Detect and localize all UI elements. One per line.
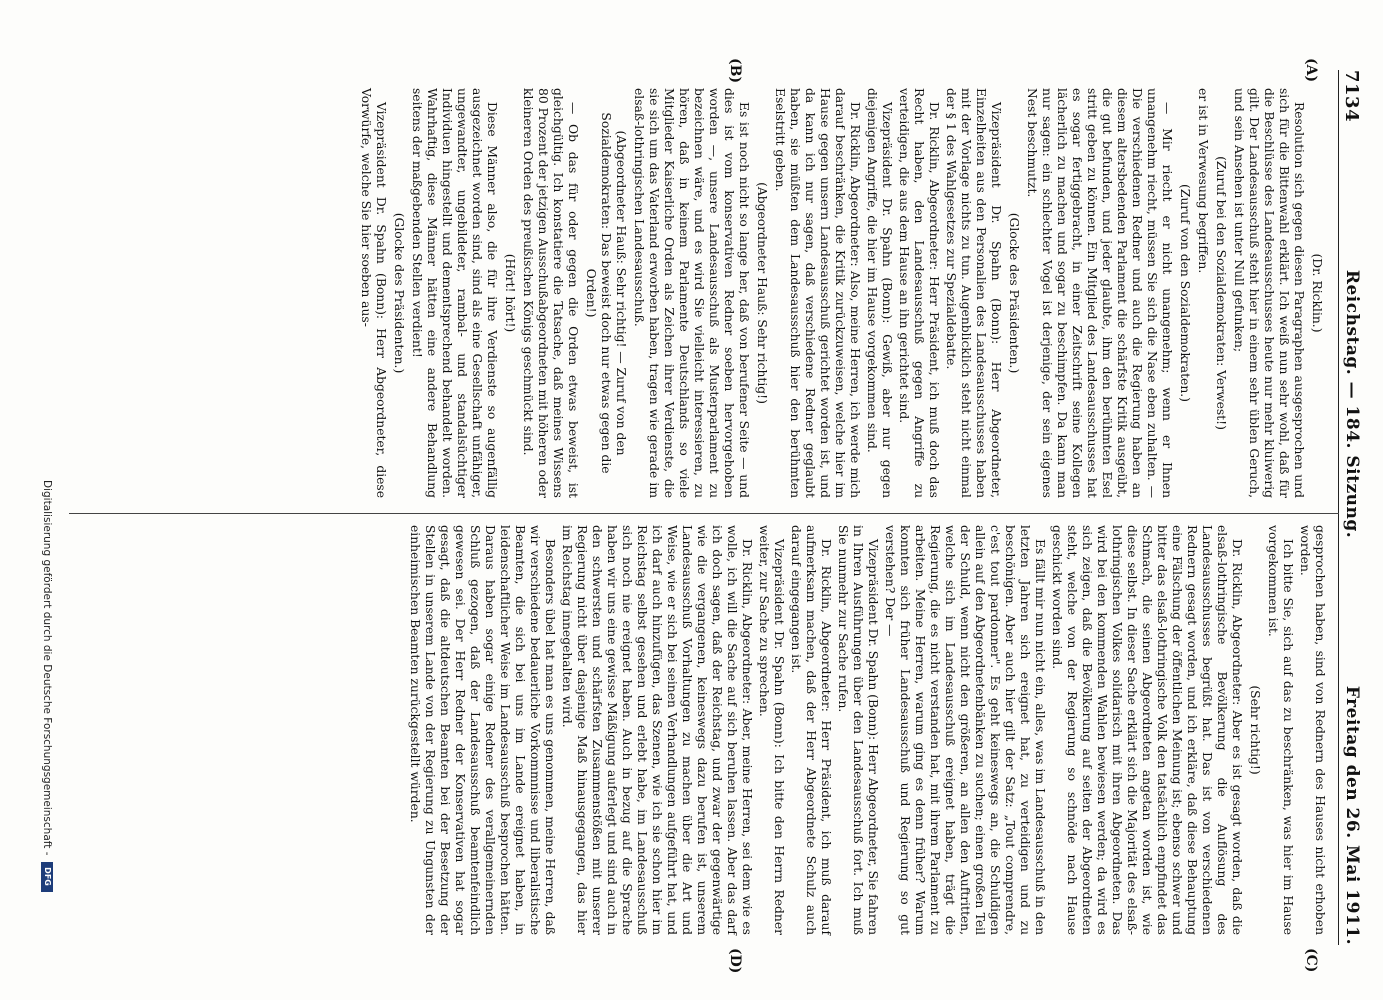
interjection-note: (Hört! hört!) [503,253,517,333]
paragraph: Vizepräsident Dr. Spahn (Bonn): Herr Abgeordneter, Sie fahren in Ihren Ausführungen über den Landesausschuß fort. Ich muß Sie nunmehr zur Sache rufen. [836,525,880,936]
page-number: 7134 [1341,70,1363,123]
margin-marker-b: (B) [727,58,743,84]
paragraph: Besonders übel hat man es uns genommen, meine Herren, daß wir verschiedene bedauerliche Vorkommnisse und liberalistische Beamten, die sich bei uns im Lande ereignet haben, in leidenschaftlicher Weise im Landesausschuß besprochen hätten. Daraus haben sogar einige Redner des verallgemeinernden Schluß gezogen, daß der Landesausschuß beamtenfeindlich gewesen sei. Der Herr Redner der Konservativen hat sogar gesagt, daß die altdeutschen Beamten bei der Besetzung der Stellen in unserem Lande von der Regierung zu Ungunsten der einheimischen Beamten zurückgestellt würden. [408,525,557,935]
paragraph: Es fällt mir nun nicht ein, alles, was im Landesausschuß in den letzten Jahren sich ereignet hat, zu verteidigen und zu beschönigen. Aber auch hier gilt der Satz: „Tout comprendre, c'est tout pardonner". Es geht keineswegs an, die Schuldigen allein auf den Abgeordnetenbänken zu suchen; einen großen Teil der Schuld, wenn nicht den größeren, an allen den Auftritten, welche sich im Landesausschuß ereignet haben, trägt die Regierung, die es nicht verstanden hat, mit ihrem Parlament zu arbeiten. Meine Herren, warum ging es denn früher? Warum konnten sich früher Landesausschuß und Regierung so gut verstehen? Der — [883,525,1047,935]
paragraph: Vizepräsident Dr. Spahn (Bonn): Ich bitte den Herrn Redner weiter, zur Sache zu sprechen. [757,525,786,935]
right-text-column [405,525,1327,935]
session-date: Freitag den 26. Mai 1911. [1342,685,1362,945]
interjection-note: (Dr. Ricklin.) [1310,253,1324,333]
session-title: Reichstag. — 184. Sitzung. [1342,269,1362,539]
paragraph: Dr. Ricklin, Abgeordneter: Aber es ist gesagt worden, daß die elsaß-lothringische Bevölkerung die Auflösung des Landesausschusses begrüßt hat. Das ist von verschiedenen Rednern gesagt worden, und ich erkläre, daß diese Behauptung eine Fälschung der öffentlichen Meinung ist; ebenso schwer und bitter das elsaß-lothringische Volk den tatsächlich empfindet das Schmach, die seinen Abgeordneten angetan worden ist, wie diese selbst. In dieser Sache erklärt sich die Majorität des elsaß-lothringischen Volkes solidarisch mit ihren Abgeordneten. Das wird bei den kommenden Wahlen bewiesen werden; da wird es sich zeigen, daß die Bevölkerung auf seiten der Abgeordneten steht, welche von der Regierung so schnöde nach Hause geschickt worden sind. [1050,525,1244,935]
paragraph: er ist in Verwesung begriffen. [1196,88,1210,274]
paragraph: Dr. Ricklin, Abgeordneter: Aber, meine Herren, sei dem wie es wolle, ich will die Sache auf sich beruhen lassen. Aber das darf ich doch sagen, daß der Reichstag, und zwar der gegenwärtige wie die vergangenen, keineswegs dazu berufen ist, unserem Landesausschuß Vorhaltungen zu machen über die Art und Weise, wie er sich bei seinen Verhandlungen aufgeführt hat, und ich darf auch hinzufügen, das Szenen, wie ich sie schon hier im Reichstag selbst gesehen und erlebt habe, im Landesausschuß sich noch nie ereignet haben. Auch in bezug auf die Sprache haben wir uns eine gewisse Mäßigung auferlegt und sind auch in den schwersten und schärfsten Zusammenstößen mit unserer Regierung nicht über dasjenige Maß hinausgegangen, das hier im Reichstag innegehalten wird. [560,525,754,935]
paragraph: Ich bitte Sie, sich auf das zu beschränken, was hier im Hause vorgekommen ist. [1266,525,1295,935]
interjection-note: (Glocke des Präsidenten.) [1007,212,1021,374]
margin-marker-d: (D) [727,948,743,974]
paragraph: — Mir riecht er nicht unangenehm; wenn er Ihnen unangenehm riecht, müssen Sie sich die Nase eben zuhalten. — Die verschiedenen Redner und auch die Regierung haben an diesem altersbedenden Parlament die schärfste Kritik ausgeübt, die gut befunden, und jeder glaubte, ihm den berühmten Esel stritt geben zu können. Ein Mitglied des Landesausschusses hat es sogar fertiggebracht, in einer Zeitschrift seine Kollegen lächerlich zu machen und sogar zu beschimpfen. Da kann man nur sagen: ein schlechter Vogel ist derjenige, der sein eigenes Nest beschmutzt. [1025,88,1174,498]
interjection-note: (Abgeordneter Hauß: Sehr richtig! — Zuruf von den Sozialdemokraten: Das beweist doch nur etwas gegen die Orden!) [584,112,628,474]
paragraph: Vizepräsident Dr. Spahn (Bonn): Gewiß, aber nur gegen diejenigen Angriffe, die hier im Hause vorgekommen sind. [865,88,894,498]
interjection-note: (Zuruf von den Sozialdemokraten.) [1178,184,1192,402]
paragraph: Diese Männer also, die für ihre Verdienste so augenfällig ausgezeichnet worden sind, sind als eine Gesellschaft unfähiger, ungewandter, ungebildeter, rambal- und standalsüchtiger Individuen hingestellt und dementsprechend behandelt worden. Wahrhaftig, diese Männer hätten eine andere Behandlung seitens der maßgebenden Stellen verdient! [410,88,499,498]
paragraph: Resolution sich gegen diesen Paragraphen ausgesprochen und sich für die Bittenwahl erklärt. Ich weiß nun sehr wohl, daß für die Beschlüsse des Landesausschusses heute nur mehr kluiwerig gilt. Der Landesausschuß steht hier in einem sehr üblen Geruch, und sein Ansehen ist unter Null gefunken; [1232,88,1306,498]
interjection-note: (Abgeordneter Hauß: Sehr richtig!) [755,182,769,404]
left-text-column [356,88,1327,498]
paragraph: Es ist noch nicht so lange her, daß von berufener Seite — und dies ist vom konservativen Redner soeben hervorgehoben worden —, unsere Landesausschuß als Musterparlament zu bezeichnen wäre, und es wird Sie vielleicht interessieren, zu hören, daß in keinem Parlamente Deutschlands so viele Mitglieder Kaiserliche Orden als Zeichen ihrer Verdienste, die sie sich um das Vaterland erworben haben, tragen wie gerade im elsaß-lothringischen Landesausschuß. [632,88,751,498]
credit-text: Digitalisierung gefördert durch die Deutsche Forschungsgemeinschaft - [41,480,53,856]
margin-marker-c: (C) [1303,948,1319,973]
paragraph: Vizepräsident Dr. Spahn (Bonn): Herr Abgeordneter, diese Vorwürfe, welche Sie hier soeben aus- [359,88,388,498]
paragraph: — Ob das für oder gegen die Orden etwas beweist, ist gleichgültig. Ich konstatiere die Tatsache, daß meines Wissens 80 Prozent der jetzigen Ausschußabgeordneten mit höheren oder kleineren Orden des preußischen Königs geschmückt sind. [521,88,580,498]
paragraph: Dr. Ricklin, Abgeordneter: Herr Präsident, ich muß doch das Recht haben, den Landesausschuß gegen Angriffe zu verteidigen, die aus dem Hause an ihn gerichtet sind. [897,88,941,498]
paragraph: Dr. Ricklin, Abgeordneter: Also, meine Herren, ich werde mich darauf beschränken, die Kritik zurückzuweisen, welche hier im Hause gegen unsern Landesausschuß gerichtet worden ist, und da kann ich nur sagen, daß verschiedene Redner geglaubt haben, sie müßten dem Landesausschuß hier den berühmten Eselstritt geben. [773,88,862,498]
column-divider [69,513,1339,514]
margin-marker-a: (A) [1303,58,1319,83]
digitization-credit [41,480,53,1000]
interjection-note: (Zuruf bei den Sozialdemokraten: Verwest!) [1214,156,1228,430]
paragraph: Dr. Ricklin, Abgeordneter: Herr Präsident, ich muß darauf aufmerksam machen, daß der Herr Abgeordnete Schulz auch darauf eingegangen ist. [789,525,833,935]
paragraph: gesprochen haben, sind von Rednern des Hauses nicht erhoben worden. [1298,525,1327,935]
dfg-logo-icon: DFG [41,862,53,892]
interjection-note: (Glocke des Präsidenten.) [392,212,406,374]
paragraph: Vizepräsident Dr. Spahn (Bonn): Herr Abgeordneter, Einzelheiten aus den Personalien des Landesausschusses haben mit der Vorlage nichts zu tun. Augenblicklich steht nicht einmal der § 1 des Wahlgesetzes zur Spezialdebatte. [944,88,1003,498]
page-header [1338,70,1365,945]
interjection-note: (Sehr richtig!) [1248,685,1262,775]
